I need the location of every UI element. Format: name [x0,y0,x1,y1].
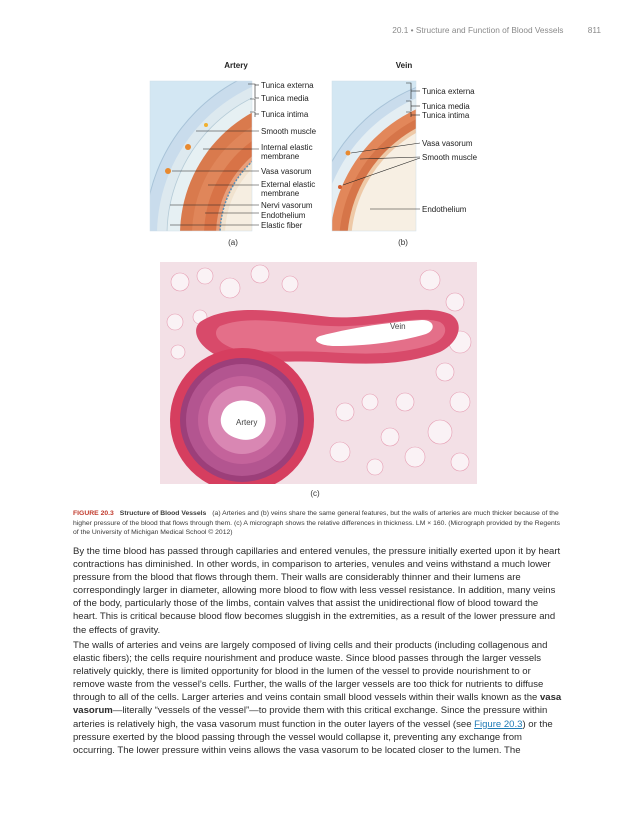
artery-label: Nervi vasorum [261,201,313,210]
body-paragraph: By the time blood has passed through capillaries and entered venules, the pressure initially exerted upon it by heart contractions has diminished. In other words, in comparison to arteries, venules and veins withstand a much lower pressure from the blood that flows through them. Their walls are considerably thinner and their lumens are correspondingly larger in diameter, allowing more blood to flow with less vessel resistance. In addition, many veins of the body, particularly those of the limbs, contain valves that assist the unidirectional flow of blood toward the heart. This is critical because blood flow becomes sluggish in the extremities, as a result of the lower pressure and the effects of gravity. [73,546,561,636]
artery-label: Elastic fiber [261,221,303,230]
running-header [392,25,601,35]
vein-label: Tunica externa [422,87,475,96]
micrograph [160,262,477,484]
vessel-illustrations [0,55,630,255]
paragraph-text: —literally “vessels of the vessel”—to provide them with this critical exchange. Since the pressure within arteries is relatively high, the vasa vasorum must function in the outer layers of the vessel (see [73,705,548,730]
vein-illustration [310,75,630,255]
vein-label: Tunica media [422,102,470,111]
paragraph-text: ) or the pressure exerted by the blood passing through the vessel would collapse it, preventing any exchange from occurring. The lower pressure within veins allows the vasa vasorum to be located closer to the lumen. The [73,718,553,756]
sub-label-c: (c) [310,489,320,498]
body-paragraph [73,639,563,757]
artery-label: Endothelium [261,211,306,220]
artery-label: Tunica externa [261,81,314,90]
micro-vein-label: Vein [390,322,406,331]
vein-label: Tunica intima [422,111,470,120]
artery-label: Tunica media [261,94,309,103]
page-number: 811 [587,25,601,35]
figure-link[interactable]: Figure 20.3 [474,718,523,730]
vein-label: Vasa vasorum [422,139,473,148]
sub-label-b: (b) [398,238,408,247]
vessel-diagram [0,55,630,255]
figure-number: FIGURE 20.3 [73,510,114,517]
figure-title: Structure of Blood Vessels [119,510,207,517]
artery-label: Vasa vasorum [261,167,312,176]
figure-caption [73,509,563,538]
micro-artery-label: Artery [236,418,258,427]
running-title: 20.1 • Structure and Function of Blood Vessels [392,25,564,35]
artery-label: membrane [261,152,300,161]
caption-text: (a) Arteries and (b) veins share the same general features, but the walls of arteries are much thicker because of the higher pressure of the blood that flows through them. (c) A micrograph shows the relative differences in thickness. LM × 160. (Micrograph provided by the Regents of the University of Michigan Medical School © 2012) [73,510,561,537]
paragraph-text: The walls of arteries and veins are largely composed of living cells and their products (including collagenous and elastic fibers); the cells require nourishment and produce waste. Since blood passes through the larger vessels relatively quickly, there is limited opportunity for blood in the lumen of the vessel to provide nourishment to or remove waste from the vessel’s cells. Further, the walls of the larger vessels are too thick for nutrients to diffuse through to all of the cells. Larger arteries and veins contain small blood vessels within their walls known as the [73,640,548,704]
artery-label: Tunica intima [261,110,309,119]
artery-label: membrane [261,189,300,198]
key-term: vasa vasorum [73,692,562,717]
artery-label: Smooth muscle [261,127,317,136]
vein-label: Smooth muscle [422,153,478,162]
vein-title: Vein [395,61,413,70]
artery-label: Internal elastic [261,143,313,152]
vein-label: Endothelium [422,205,467,214]
artery-label: External elastic [261,180,316,189]
micrograph-image [160,262,477,484]
artery-title: Artery [224,61,248,70]
sub-label-a: (a) [228,238,238,247]
